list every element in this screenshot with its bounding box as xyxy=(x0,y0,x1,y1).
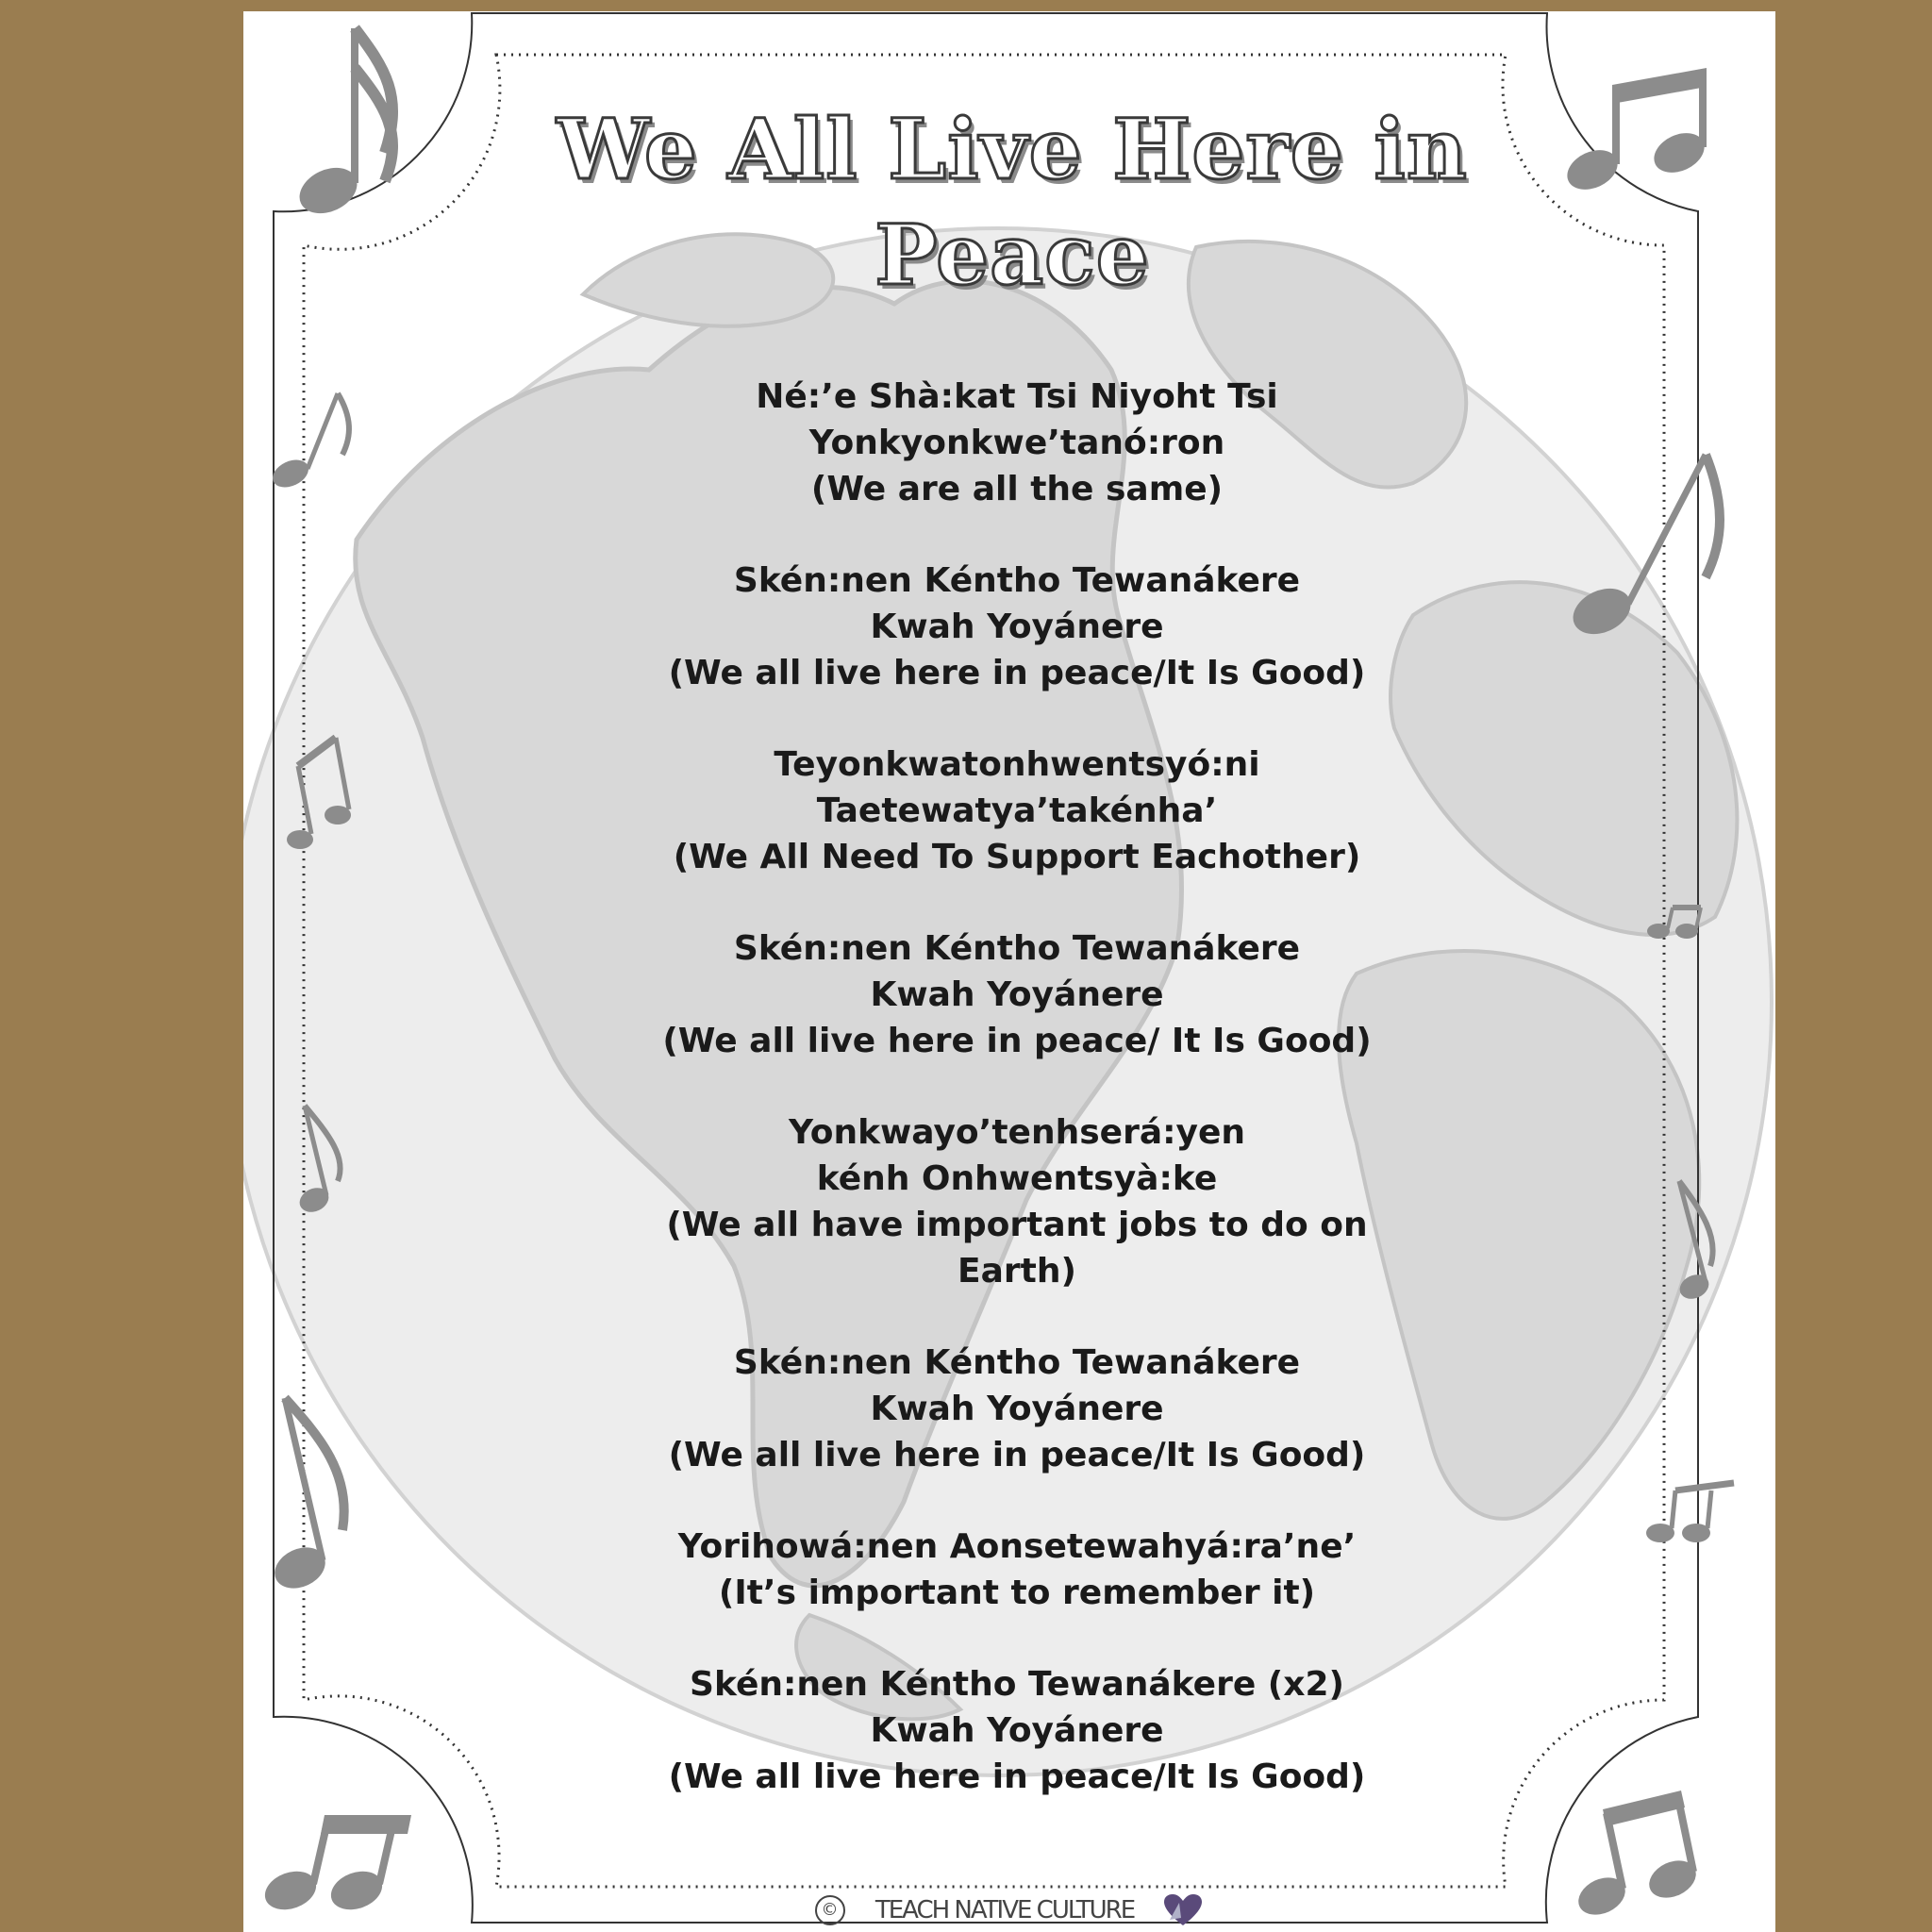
sixteenth-note-icon xyxy=(292,28,392,222)
lyric-line: Skén:nen Kéntho Tewanákere xyxy=(733,1343,1301,1382)
beamed-notes-icon xyxy=(1646,1483,1734,1542)
lyric-stanza xyxy=(630,1109,1404,1294)
lyric-line: (It’s important to remember it) xyxy=(718,1574,1316,1612)
lyric-line: Skén:nen Kéntho Tewanákere xyxy=(733,929,1301,968)
lyric-line: Taetewatya’takénha’ xyxy=(816,791,1218,830)
lyric-line: kénh Onhwentsyà:ke xyxy=(816,1159,1218,1198)
heart-logo-icon xyxy=(1162,1893,1204,1927)
lyric-line: Né:’e Shà:kat Tsi Niyoht Tsi xyxy=(756,377,1278,416)
lyric-line: Kwah Yoyánere xyxy=(870,1711,1164,1750)
lyrics-block xyxy=(630,374,1404,1845)
lyric-line: (We all live here in peace/It Is Good) xyxy=(668,654,1366,692)
lyric-line: Earth) xyxy=(958,1252,1076,1291)
copyright-symbol: © xyxy=(815,1895,845,1925)
lyric-line: Yorihowá:nen Aonsetewahyá:ra’ne’ xyxy=(677,1527,1357,1566)
lyric-line: Skén:nen Kéntho Tewanákere xyxy=(733,561,1301,600)
footer xyxy=(243,1893,1775,1927)
lyric-line: Skén:nen Kéntho Tewanákere (x2) xyxy=(690,1665,1344,1704)
brand-name: TEACH NATIVE CULTURE xyxy=(874,1896,1135,1924)
lyric-line: (We all live here in peace/It Is Good) xyxy=(668,1757,1366,1796)
lyric-line: (We all live here in peace/ It Is Good) xyxy=(662,1022,1372,1060)
lyric-line: Yonkyonkwe’tanó:ron xyxy=(808,424,1225,462)
lyric-stanza xyxy=(630,1524,1404,1616)
lyric-stanza xyxy=(630,1661,1404,1800)
lyric-stanza xyxy=(630,925,1404,1064)
lyric-line: Teyonkwatonhwentsyó:ni xyxy=(774,745,1260,784)
song-title: We All Live Here in Peace xyxy=(557,100,1468,304)
lyric-line: (We all have important jobs to do on xyxy=(666,1206,1368,1244)
lyric-line: Kwah Yoyánere xyxy=(870,608,1164,646)
worksheet-page xyxy=(243,11,1775,1932)
sixteenth-note-icon xyxy=(268,1398,344,1596)
lyric-line: Kwah Yoyánere xyxy=(870,1390,1164,1428)
lyric-stanza xyxy=(630,1340,1404,1478)
sixteenth-note-icon xyxy=(268,393,349,492)
lyric-line: (We All Need To Support Eachother) xyxy=(673,838,1361,876)
lyric-line: (We all live here in peace/It Is Good) xyxy=(668,1436,1366,1474)
lyric-line: Kwah Yoyánere xyxy=(870,975,1164,1014)
lyric-line: Yonkwayo’tenhserá:yen xyxy=(788,1113,1246,1152)
lyric-stanza xyxy=(630,741,1404,880)
lyric-line: (We are all the same) xyxy=(810,470,1224,508)
lyric-stanza xyxy=(630,374,1404,512)
lyric-stanza xyxy=(630,558,1404,696)
